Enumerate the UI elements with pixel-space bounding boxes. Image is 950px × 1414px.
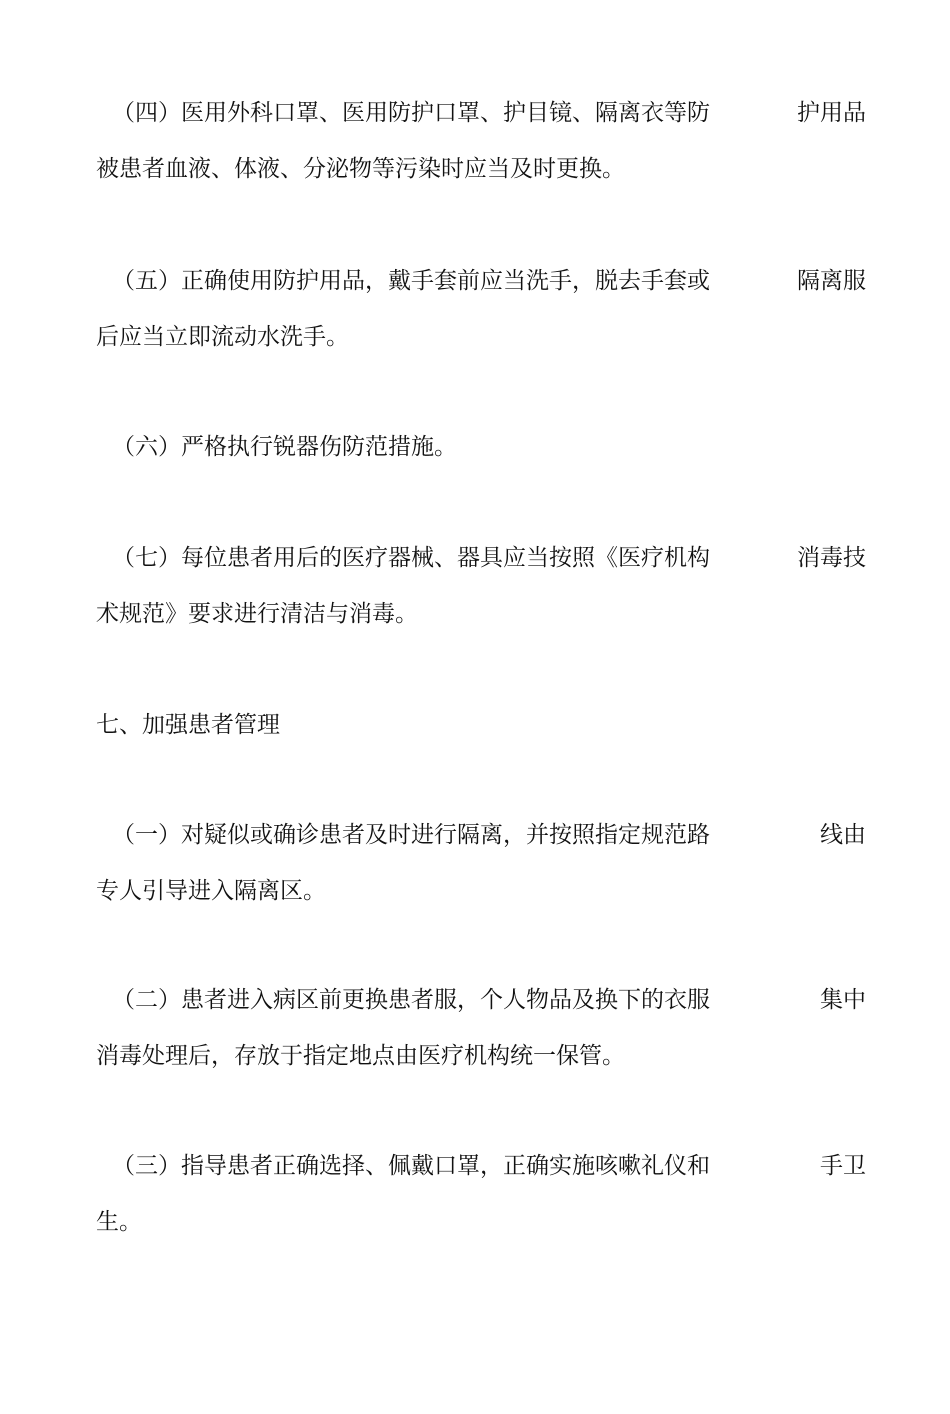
paragraph-line: 术规范》要求进行清洁与消毒。	[96, 601, 418, 627]
text-segment: 线由	[820, 822, 866, 848]
paragraph-line: （六）严格执行锐器伤防范措施。	[112, 434, 457, 460]
text-segment: （三）指导患者正确选择、佩戴口罩，正确实施咳嗽礼仪和	[112, 1153, 710, 1179]
section-heading: 七、加强患者管理	[96, 712, 280, 738]
text-segment: （一）对疑似或确诊患者及时进行隔离，并按照指定规范路	[112, 822, 710, 848]
paragraph-line	[112, 543, 866, 573]
text-segment: 集中	[820, 987, 866, 1013]
paragraph-line	[112, 98, 866, 128]
paragraph-line: 后应当立即流动水洗手。	[96, 324, 349, 350]
paragraph-line	[112, 1151, 866, 1181]
text-segment: 消毒技	[797, 545, 866, 571]
text-segment: 护用品	[797, 100, 866, 126]
paragraph-line	[112, 985, 866, 1015]
paragraph-line: 消毒处理后，存放于指定地点由医疗机构统一保管。	[96, 1043, 625, 1069]
paragraph-line: 被患者血液、体液、分泌物等污染时应当及时更换。	[96, 156, 625, 182]
paragraph-line: 生。	[96, 1209, 142, 1235]
text-segment: （二）患者进入病区前更换患者服，个人物品及换下的衣服	[112, 987, 710, 1013]
paragraph-line: 专人引导进入隔离区。	[96, 878, 326, 904]
text-segment: 隔离服	[797, 268, 866, 294]
text-segment: （七）每位患者用后的医疗器械、器具应当按照《医疗机构	[112, 545, 710, 571]
paragraph-line	[112, 820, 866, 850]
text-segment: 手卫	[820, 1153, 866, 1179]
paragraph-line	[112, 266, 866, 296]
text-segment: （五）正确使用防护用品，戴手套前应当洗手，脱去手套或	[112, 268, 710, 294]
text-segment: （四）医用外科口罩、医用防护口罩、护目镜、隔离衣等防	[112, 100, 710, 126]
